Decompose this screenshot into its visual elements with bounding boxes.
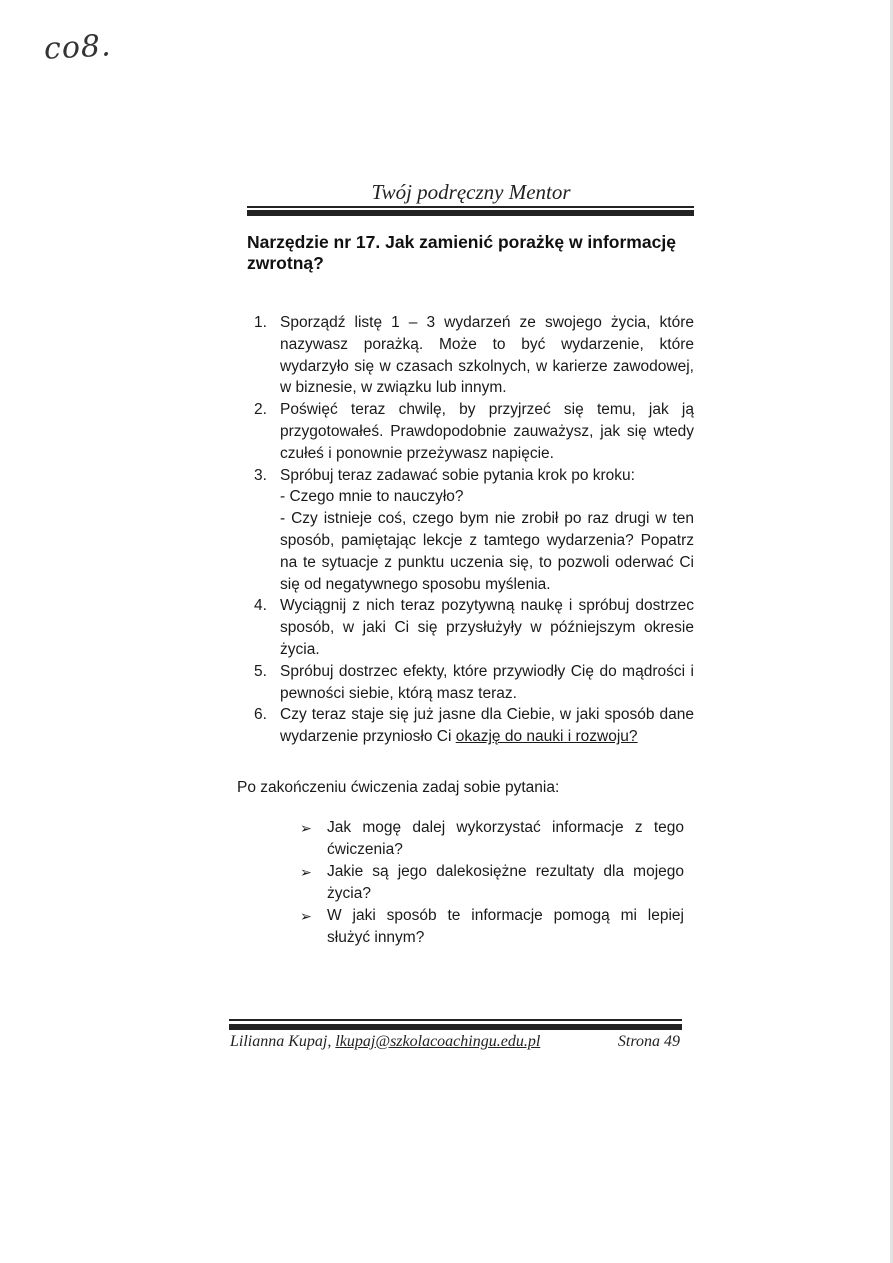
after-exercise-text: Po zakończeniu ćwiczenia zadaj sobie pytania: xyxy=(237,779,560,796)
step-number: 1. xyxy=(254,314,267,331)
footer-rule-thin xyxy=(229,1019,682,1021)
step-text: Wyciągnij z nich teraz pozytywną naukę i spróbuj dostrzec sposób, w jaki Ci się przysłużyły w późniejszym okresie życia. xyxy=(280,597,694,658)
question-text: Jak mogę dalej wykorzystać informacje z tego ćwiczenia? xyxy=(327,819,684,858)
step-text: Sporządź listę 1 – 3 wydarzeń ze swojego życia, które nazywasz porażką. Może to być wydarzenie, które wydarzyło się w czasach szkolnych, w karierze zawodowej, w biznesie, w związku lub innym. xyxy=(280,314,694,397)
question-item xyxy=(300,817,684,861)
question-text: Jakie są jego dalekosiężne rezultaty dla mojego życia? xyxy=(327,863,684,902)
question-item xyxy=(300,861,684,905)
step-intro-line: Spróbuj teraz zadawać sobie pytania krok po kroku: xyxy=(280,466,635,484)
arrow-bullet-icon: ➢ xyxy=(300,908,312,924)
page-footer xyxy=(230,1033,682,1057)
step-underlined-text: okazję do nauki i rozwoju? xyxy=(455,728,638,746)
steps-list xyxy=(240,312,694,748)
arrow-bullet-icon: ➢ xyxy=(300,820,312,836)
header-title: Twój podręczny Mentor xyxy=(371,180,571,204)
step-item xyxy=(240,595,694,660)
step-number: 5. xyxy=(254,662,267,680)
footer-page-number: Strona 49 xyxy=(617,1033,680,1050)
arrow-bullet-icon: ➢ xyxy=(300,864,312,880)
footer-author-name: Lilianna Kupaj, xyxy=(230,1033,336,1050)
step-text xyxy=(280,704,694,748)
footer-author xyxy=(230,1033,540,1051)
footer-email-link[interactable]: lkupaj@szkolacoachingu.edu.pl xyxy=(335,1033,541,1050)
step-number: 6. xyxy=(254,706,267,724)
step-number: 3. xyxy=(254,466,267,484)
step-text-start: Czy teraz staje się już jasne dla Ciebie, w jaki sposób dane wydarzenie przyniosło Ci xyxy=(280,706,694,746)
step-text: Poświęć teraz chwilę, by przyjrzeć się temu, jak ją przygotowałeś. Prawdopodobnie zauważysz, jak się wtedy czułeś i ponownie przeżywasz napięcie. xyxy=(280,401,694,462)
question-text: W jaki sposób te informacje pomogą mi lepiej służyć innym? xyxy=(327,907,684,946)
header-rule-thin xyxy=(247,206,694,208)
step-question-line: - Czy istnieje coś, czego bym nie zrobił po raz drugi w ten sposób, pamiętając lekcje z tamtego wydarzenia? Popatrz na te sytuacje z punktu uczenia się, to pozwoli oderwać Ci się od negatywnego sposobu myślenia. xyxy=(280,510,694,593)
question-item xyxy=(300,905,684,949)
handwritten-note: co8. xyxy=(43,28,113,67)
step-item xyxy=(240,704,694,748)
step-text: Spróbuj dostrzec efekty, które przywiodły Cię do mądrości i pewności siebie, którą masz teraz. xyxy=(280,662,694,702)
step-question-line: - Czego mnie to nauczyło? xyxy=(280,488,464,506)
step-item xyxy=(240,312,694,399)
questions-list xyxy=(300,817,684,949)
step-number: 2. xyxy=(254,401,267,419)
step-item xyxy=(240,661,694,705)
header-rule-thick xyxy=(247,210,694,216)
step-text xyxy=(280,465,694,596)
step-item xyxy=(240,465,694,596)
step-item xyxy=(240,399,694,464)
tool-heading: Narzędzie nr 17. Jak zamienić porażkę w informację zwrotną? xyxy=(247,232,676,273)
footer-rule-thick xyxy=(229,1024,682,1030)
step-number: 4. xyxy=(254,597,267,615)
